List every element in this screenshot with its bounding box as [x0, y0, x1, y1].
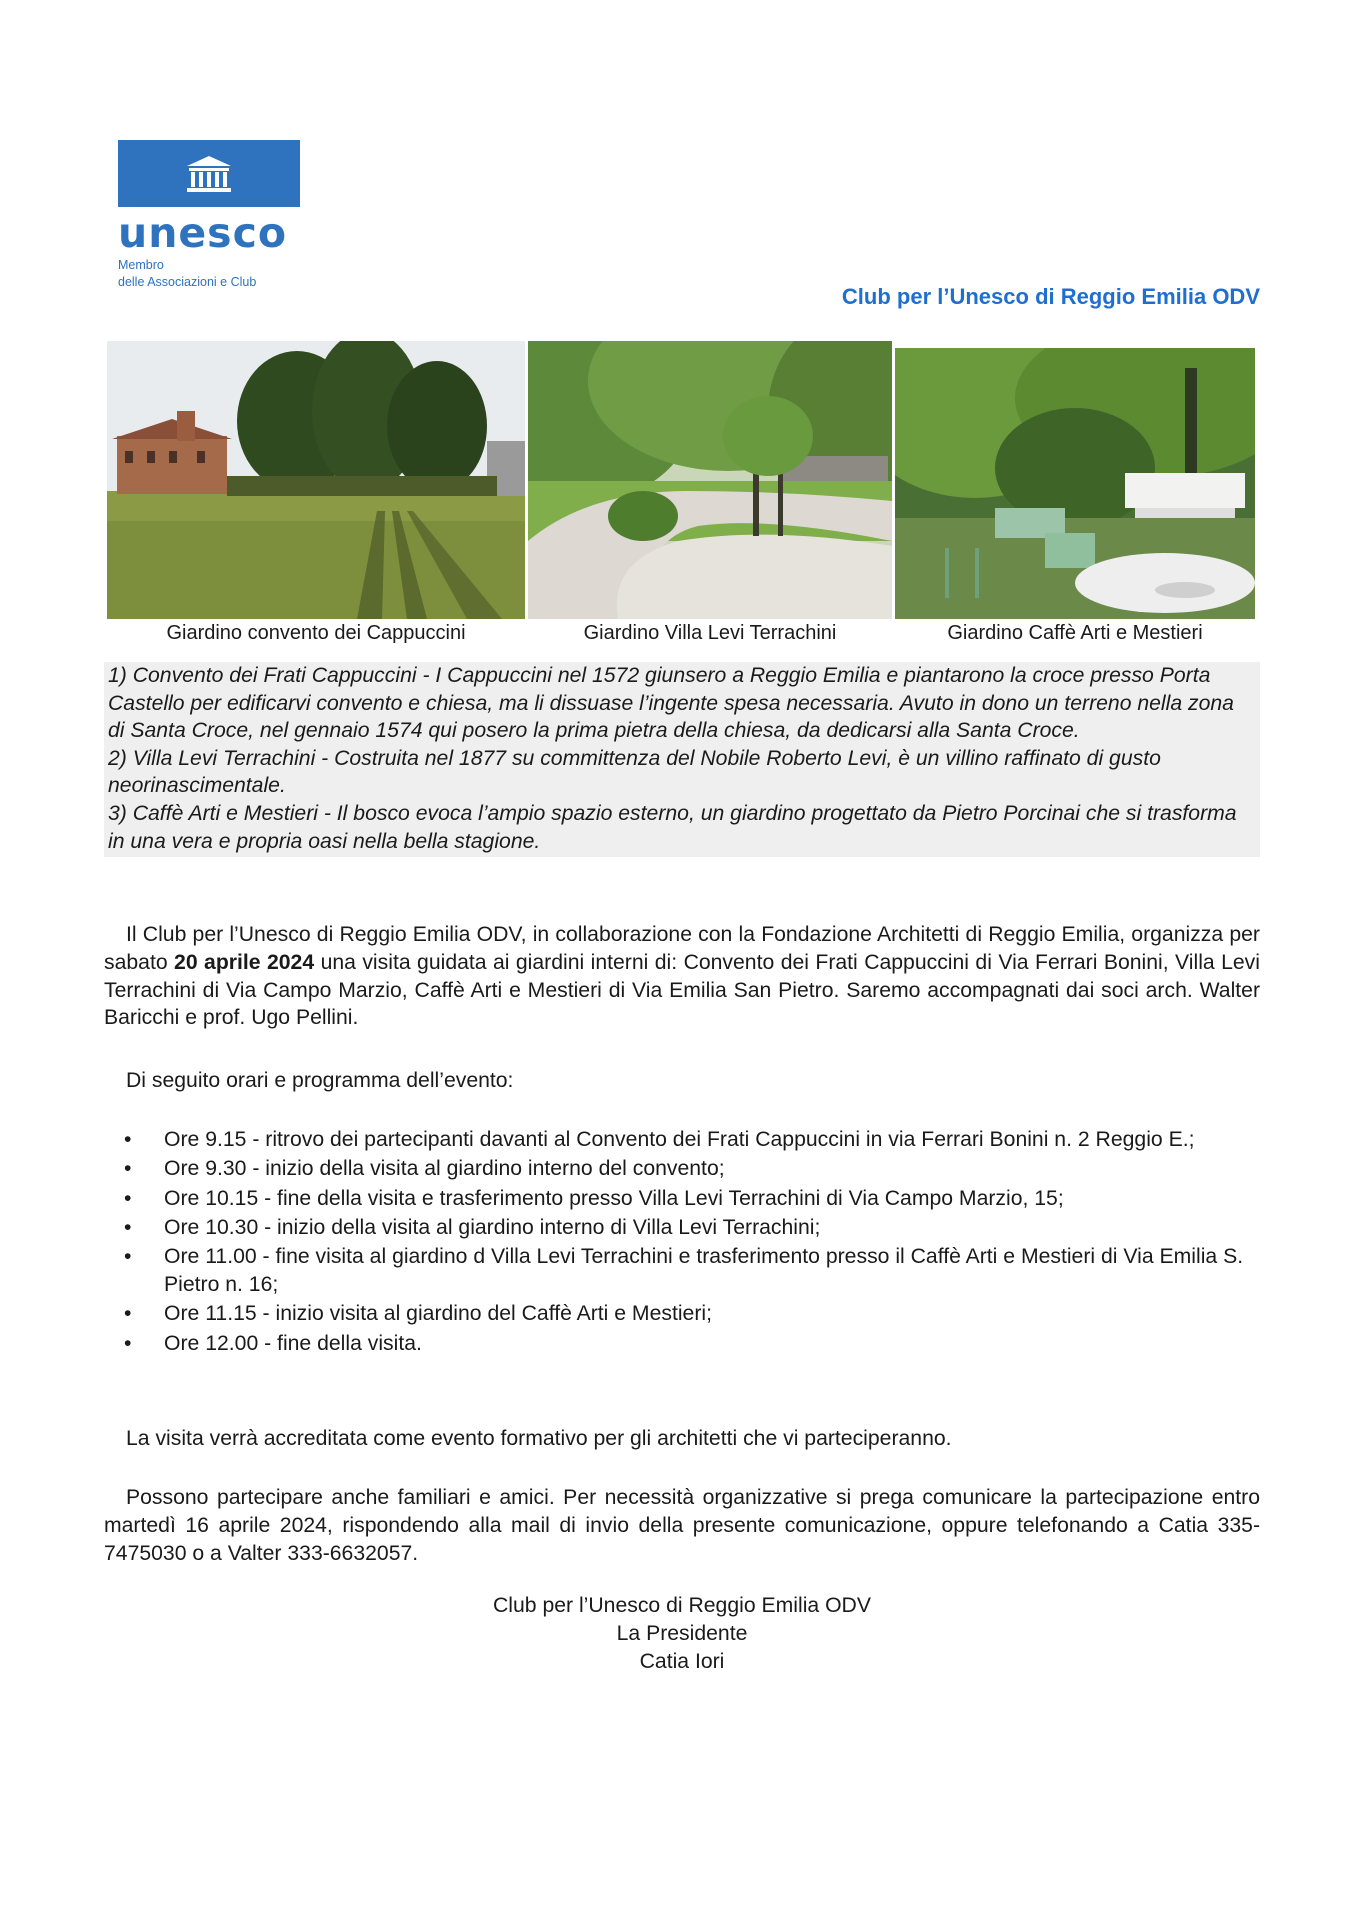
bullet-icon: • — [124, 1186, 132, 1210]
accreditation-paragraph: La visita verrà accreditata come evento formativo per gli architetti che vi parteciperanno. — [126, 1427, 952, 1450]
bullet-icon: • — [124, 1215, 132, 1239]
program-item: • Ore 10.15 - fine della visita e trasferimento presso Villa Levi Terrachini di Via Campo Marzio, 15; — [104, 1185, 1260, 1213]
signature-org: Club per l’Unesco di Reggio Emilia ODV — [492, 1594, 871, 1617]
photo-caption-1: Giardino convento dei Cappuccini — [166, 622, 466, 644]
program-item: • Ore 9.30 - inizio della visita al giardino interno del convento; — [104, 1155, 1260, 1183]
schedule-title: Di seguito orari e programma dell’evento: — [126, 1069, 514, 1092]
program-item: • Ore 11.15 - inizio visita al giardino del Caffè Arti e Mestieri; — [104, 1300, 1260, 1328]
photo-caption-3: Giardino Caffè Arti e Mestieri — [947, 622, 1203, 644]
intro-text-after: una visita guidata ai giardini interni di: Convento dei Frati Cappuccini di Via Ferrari Bonini, Villa Levi Terrachini di Via Campo Marzio, Caffè Arti e Mestieri di Via Emilia San Pietro. Saremo accompagnati dai soci arch. Walter Baricchi e prof. Ugo Pellini. — [104, 950, 1260, 1030]
unesco-logo — [118, 140, 303, 290]
bullet-icon: • — [124, 1128, 132, 1151]
signature-role: La Presidente — [616, 1622, 748, 1645]
photo-caption-2: Giardino Villa Levi Terrachini — [583, 622, 837, 644]
info-villa: 2) Villa Levi Terrachini - Costruita nel 1877 su committenza del Nobile Roberto Levi, è un villino raffinato di gusto neorinascimentale. — [108, 746, 1161, 798]
photo-villa-levi-terrachini — [528, 341, 892, 619]
photo-captions — [107, 622, 1255, 650]
participation-paragraph: Possono partecipare anche familiari e amici. Per necessità organizzative si prega comunicare la partecipazione entro martedì 16 aprile 2024, rispondendo alla mail di invio della presente comunicazione, oppure telefonando a Catia 335-7475030 o a Valter 333-6632057. — [104, 1486, 1260, 1565]
bullet-icon: • — [124, 1157, 132, 1181]
bullet-icon: • — [124, 1245, 132, 1269]
unesco-temple-emblem — [118, 140, 300, 207]
signature-name: Catia Iori — [639, 1650, 725, 1673]
intro-paragraph — [104, 921, 1260, 1032]
program-item: • Ore 12.00 - fine della visita. — [104, 1330, 1260, 1358]
info-convento: 1) Convento dei Frati Cappuccini - I Cappuccini nel 1572 giunsero a Reggio Emilia e piantarono la croce presso Porta Castello per edificarvi convento e chiesa, ma li dissuase l’ingente spesa necessaria. Avuto in dono un terreno nella zona di Santa Croce, nel gennaio 1574 qui posero la prima pietra della chiesa, da dedicarsi alla Santa Croce. — [108, 664, 1234, 743]
logo-subtitle-line-1: Membro — [118, 258, 164, 272]
program-item: • Ore 11.00 - fine visita al giardino d Villa Levi Terrachini e trasferimento presso il Caffè Arti e Mestieri di Via Emilia S. Pietro n. 16; — [124, 1245, 1244, 1296]
logo-subtitle-line-2: delle Associazioni e Club — [118, 275, 257, 289]
bullet-icon: • — [124, 1302, 132, 1326]
program-item: • Ore 9.15 - ritrovo dei partecipanti davanti al Convento dei Frati Cappuccini in via Ferrari Bonini n. 2 Reggio E.; — [104, 1126, 1260, 1154]
program-list — [104, 1126, 1260, 1359]
bullet-icon: • — [124, 1331, 132, 1355]
signature-block — [104, 1592, 1260, 1676]
photo-caffe-arti-mestieri — [895, 348, 1255, 619]
intro-text-before: Il Club per l’Unesco di Reggio Emilia ODV, in collaborazione con la Fondazione Architetti di Reggio Emilia, organizza per sabato — [104, 923, 1260, 974]
info-caffe: 3) Caffè Arti e Mestieri - Il bosco evoca l’ampio spazio esterno, un giardino progettato da Pietro Porcinai che si trasforma in una vera e propria oasi nella bella stagione. — [108, 801, 1237, 853]
temple-icon — [185, 154, 233, 194]
event-date: 20 aprile 2024 — [174, 950, 315, 974]
program-item: • Ore 10.30 - inizio della visita al giardino interno di Villa Levi Terrachini; — [104, 1214, 1260, 1242]
photo-strip — [107, 341, 1255, 619]
logo-wordmark: unesco — [118, 209, 288, 257]
history-info-box — [104, 662, 1260, 857]
club-header-title: Club per l’Unesco di Reggio Emilia ODV — [841, 284, 1260, 309]
photo-convento-cappuccini — [107, 341, 525, 619]
